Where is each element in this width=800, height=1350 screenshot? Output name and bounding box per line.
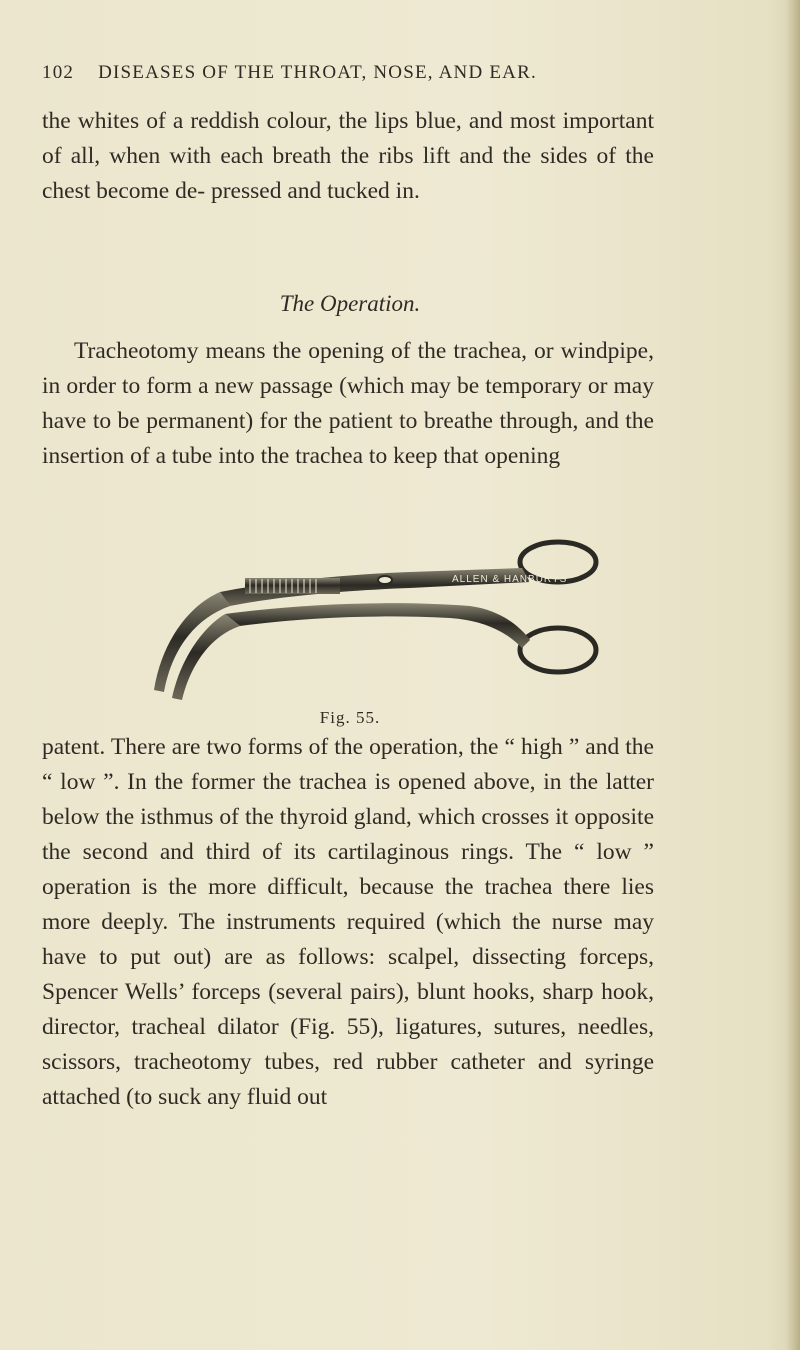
paragraph-1 (42, 104, 654, 209)
page-edge-shadow (786, 0, 800, 1350)
tracheal-dilator-illustration (150, 530, 620, 705)
paragraph-2 (42, 334, 654, 474)
paragraph-text: patent. There are two forms of the operation, the “ high ” and the “ low ”. In the former the trachea is opened above, in the latter below the isthmus of the thyroid gland, which crosses it opposite the second and third of its cartilaginous rings. The “ low ” operation is the more difficult, because the trachea there lies more deeply. The instruments required (which the nurse may have to put out) are as follows: scalpel, dissecting forceps, Spencer Wells’ forceps (several pairs), blunt hooks, sharp hook, director, tracheal dilator (Fig. 55), ligatures, sutures, needles, scissors, tracheotomy tubes, red rubber catheter and syringe attached (to suck any fluid out (42, 734, 654, 1110)
page-number: 102 (42, 62, 75, 83)
figure-tracheal-dilator (150, 530, 620, 705)
paragraph-text: the whites of a reddish colour, the lips blue, and most important of all, when with each breath the ribs lift and the sides of the chest become de- pressed and tucked in. (42, 108, 654, 204)
upper-blade (154, 592, 230, 692)
running-header (42, 62, 662, 84)
paragraph-text: Tracheotomy means the opening of the trachea, or windpipe, in order to form a new passage (which may be temporary or may have to be permanent) for the patient to breathe through, and the insertion of a tube into the trachea to keep that opening (42, 338, 654, 469)
section-heading: The Operation. (279, 291, 421, 316)
figure-caption: Fig. 55. (319, 708, 381, 727)
engraving-text: ALLEN & HANBURYS (452, 574, 568, 585)
hinge-screw (378, 576, 392, 584)
paragraph-3 (42, 730, 654, 1115)
running-title: DISEASES OF THE THROAT, NOSE, AND EAR. (98, 62, 537, 83)
lower-arm (225, 603, 530, 648)
lower-ring (520, 628, 596, 672)
